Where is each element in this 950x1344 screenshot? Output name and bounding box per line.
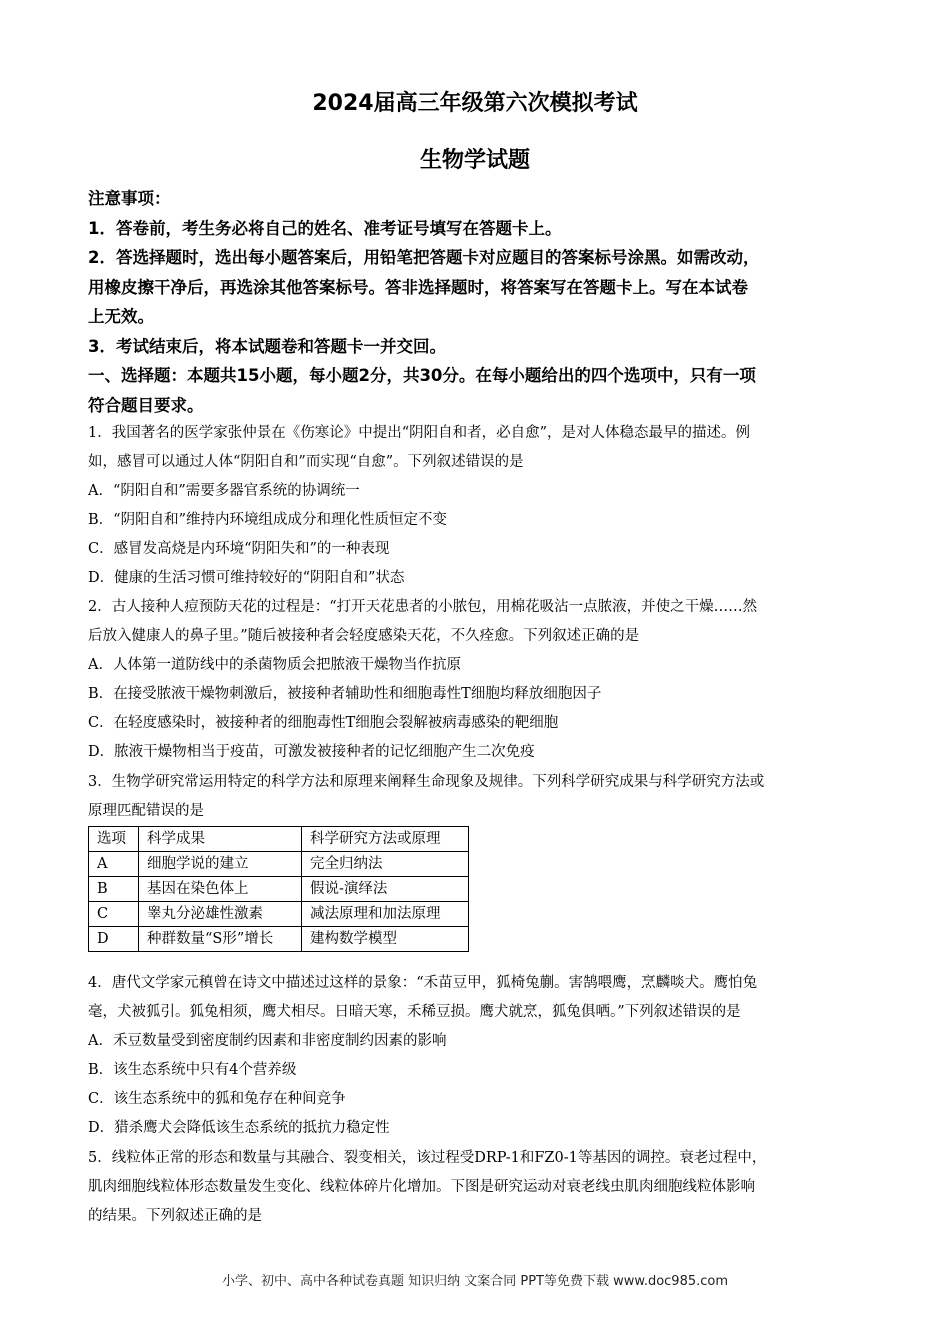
notice-item-1: 1．答卷前，考生务必将自己的姓名、准考证号填写在答题卡上。 — [88, 218, 562, 238]
q3-table-cell: B — [89, 877, 139, 902]
q1-option-b: B．“阴阳自和”维持内环境组成成分和理化性质恒定不变 — [88, 512, 447, 528]
q3-table-header: 科学成果 — [139, 827, 302, 852]
q1-stem-line-1: 1．我国著名的医学家张仲景在《伤寒论》中提出“阴阳自和者，必自愈”，是对人体稳态最早的描述。例 — [88, 425, 751, 441]
q3-table-header: 选项 — [89, 827, 139, 852]
q3-table — [88, 826, 469, 952]
q4-option-d: D．猎杀鹰犬会降低该生态系统的抵抗力稳定性 — [88, 1120, 390, 1136]
q2-option-c: C．在轻度感染时，被接种者的细胞毒性T细胞会裂解被病毒感染的靶细胞 — [88, 715, 559, 731]
q3-table-cell: C — [89, 902, 139, 927]
q1-option-a: A．“阴阳自和”需要多器官系统的协调统一 — [88, 483, 360, 499]
q3-table-cell: D — [89, 927, 139, 952]
q3-stem-line-1: 3．生物学研究常运用特定的科学方法和原理来阐释生命现象及规律。下列科学研究成果与科学研究方法或 — [88, 774, 765, 790]
exam-subtitle: 生物学试题 — [419, 148, 530, 173]
notice-item-2-line-3: 上无效。 — [88, 307, 154, 326]
q3-table-cell: 完全归纳法 — [302, 852, 469, 877]
q5-stem-line-1: 5．线粒体正常的形态和数量与其融合、裂变相关，该过程受DRP-1和FZ0-1等基因的调控。衰老过程中， — [88, 1150, 767, 1166]
q2-option-b: B．在接受脓液干燥物刺激后，被接种者辅助性和细胞毒性T细胞均释放细胞因子 — [88, 686, 602, 702]
notice-heading: 注意事项： — [88, 189, 171, 208]
q3-table-header: 科学研究方法或原理 — [302, 827, 469, 852]
table-row — [89, 852, 469, 877]
question-2 — [88, 593, 870, 767]
q4-option-a: A．禾豆数量受到密度制约因素和非密度制约因素的影响 — [88, 1033, 447, 1049]
question-4 — [88, 969, 870, 1143]
notice-item-2-line-2: 用橡皮擦干净后，再选涂其他答案标号。答非选择题时，将答案写在答题卡上。写在本试卷 — [88, 277, 748, 297]
q1-option-d: D．健康的生活习惯可维持较好的“阴阳自和”状态 — [88, 570, 405, 586]
q3-table-cell: 减法原理和加法原理 — [302, 902, 469, 927]
table-row — [89, 902, 469, 927]
q2-stem-line-2: 后放入健康人的鼻子里。”随后被接种者会轻度感染天花，不久痊愈。下列叙述正确的是 — [88, 628, 640, 644]
q4-option-c: C．该生态系统中的狐和兔存在种间竞争 — [88, 1091, 346, 1107]
q3-table-cell: 种群数量“S形”增长 — [139, 927, 302, 952]
q3-table-cell: A — [89, 852, 139, 877]
q3-table-cell: 细胞学说的建立 — [139, 852, 302, 877]
table-row — [89, 927, 469, 952]
q4-stem-line-1: 4．唐代文学家元稹曾在诗文中描述过这样的景象：“禾苗豆甲，狐椅兔蒯。害鹄喂鹰，烹麟啖犬。鹰怕兔 — [88, 975, 758, 991]
q3-table-cell: 假说-演绎法 — [302, 877, 469, 902]
q5-stem-line-2: 肌肉细胞线粒体形态数量发生变化、线粒体碎片化增加。下图是研究运动对衰老线虫肌肉细胞线粒体影响 — [88, 1179, 755, 1195]
question-5 — [88, 1144, 870, 1231]
q3-stem-line-2: 原理匹配错误的是 — [88, 803, 204, 819]
q1-option-c: C．感冒发高烧是内环境“阴阳失和”的一种表现 — [88, 541, 390, 557]
q4-stem-line-2: 毫，犬被狐引。狐兔相须，鹰犬相尽。日暗天寒，禾稀豆损。鹰犬就烹，狐兔俱哂。”下列叙述错误的是 — [88, 1004, 741, 1020]
q2-stem-line-1: 2．古人接种人痘预防天花的过程是：“打开天花患者的小脓包，用棉花吸沾一点脓液，并使之干燥……然 — [88, 599, 758, 615]
table-row — [89, 877, 469, 902]
q3-table-cell: 睾丸分泌雄性激素 — [139, 902, 302, 927]
q4-option-b: B．该生态系统中只有4个营养级 — [88, 1062, 297, 1078]
q2-option-a: A．人体第一道防线中的杀菌物质会把脓液干燥物当作抗原 — [88, 657, 461, 673]
question-1 — [88, 419, 870, 593]
q2-option-d: D．脓液干燥物相当于疫苗，可激发被接种者的记忆细胞产生二次免疫 — [88, 744, 535, 760]
q3-table-cell: 基因在染色体上 — [139, 877, 302, 902]
q5-stem-line-3: 的结果。下列叙述正确的是 — [88, 1208, 262, 1224]
q3-table-cell: 建构数学模型 — [302, 927, 469, 952]
section-heading-line-1: 一、选择题：本题共15小题，每小题2分，共30分。在每小题给出的四个选项中，只有一项 — [88, 366, 756, 385]
page-footer: 小学、初中、高中各种试卷真题 知识归纳 文案合同 PPT等免费下载 www.doc985.com — [221, 1274, 729, 1289]
notice-item-3: 3．考试结束后，将本试题卷和答题卡一并交回。 — [88, 336, 446, 356]
notice-section — [88, 184, 868, 420]
exam-title: 2024届高三年级第六次模拟考试 — [312, 91, 638, 116]
notice-item-2-line-1: 2．答选择题时，选出每小题答案后，用铅笔把答题卡对应题目的答案标号涂黑。如需改动， — [88, 248, 760, 267]
question-3 — [88, 768, 870, 826]
section-heading-line-2: 符合题目要求。 — [88, 395, 204, 415]
q1-stem-line-2: 如，感冒可以通过人体“阴阳自和”而实现“自愈”。下列叙述错误的是 — [88, 454, 524, 470]
q3-table-header-row — [89, 827, 469, 852]
